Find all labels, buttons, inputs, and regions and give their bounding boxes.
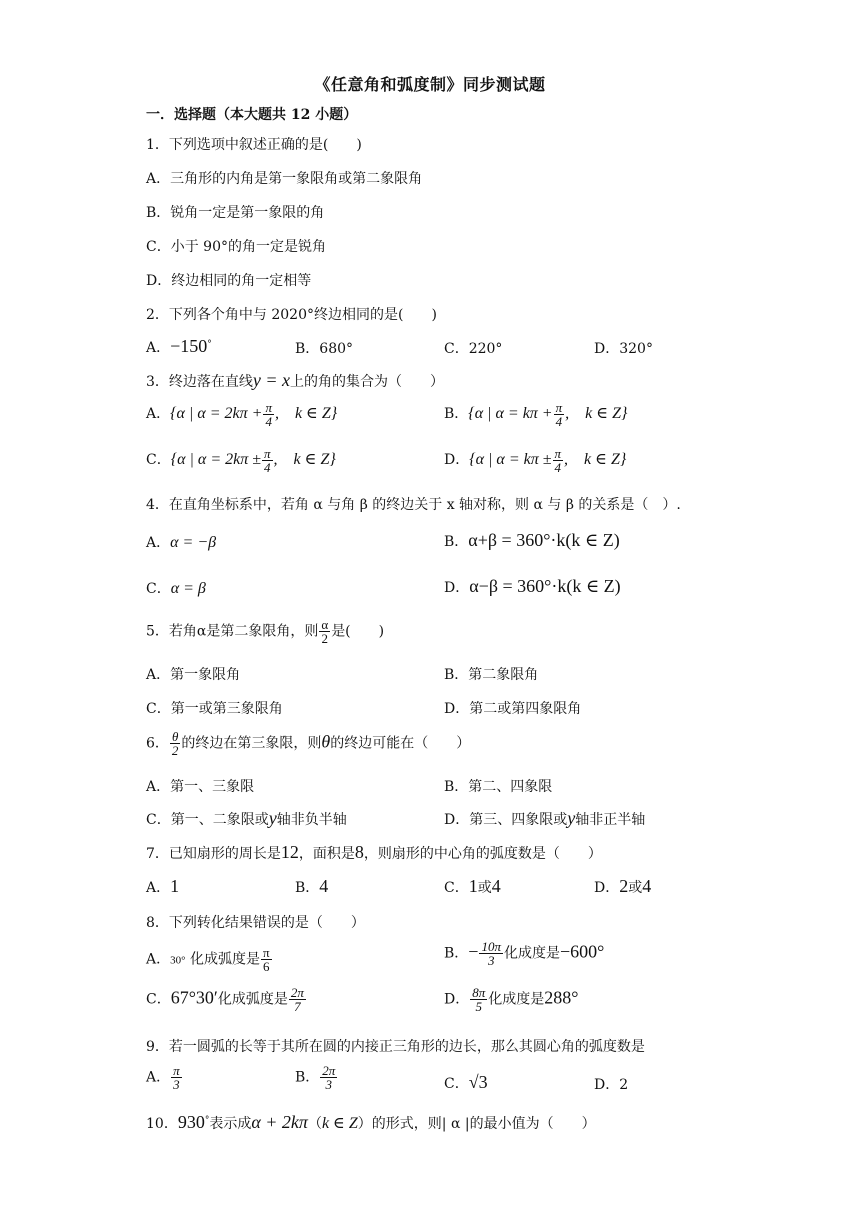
- math-value: 930: [177, 1112, 205, 1132]
- option-label: B．: [444, 406, 469, 422]
- question-3-stem: [146, 370, 444, 391]
- option-label: A．: [146, 1069, 171, 1086]
- option-label: A．: [146, 880, 171, 896]
- question-10-stem: [146, 1112, 596, 1133]
- stem-text: （: [307, 1116, 322, 1132]
- question-1-stem: 1．下列选项中叙述正确的是( ): [146, 137, 362, 153]
- denominator: 2: [319, 631, 330, 645]
- page-title: 《任意角和弧度制》同步测试题: [314, 75, 546, 94]
- option-label: C．: [444, 1076, 469, 1092]
- question-8-stem: 8．下列转化结果错误的是（ ）: [146, 915, 365, 931]
- fraction: [553, 447, 564, 474]
- math-left: {α | α = kπ ±: [469, 451, 552, 468]
- option-label: B．: [444, 534, 469, 550]
- math-left: {α | α = kπ +: [468, 405, 553, 422]
- numerator: π: [264, 445, 271, 461]
- fraction: [263, 401, 274, 428]
- stem-text: 3．终边落在直线: [146, 374, 253, 390]
- question-5-option-c[interactable]: C．第一或第三象限角: [146, 701, 283, 717]
- stem-text: 7．已知扇形的周长是: [146, 846, 281, 862]
- math-expression: α + 2kπ: [251, 1112, 308, 1132]
- math-expression: y = x: [252, 370, 291, 390]
- math-value: 12: [280, 842, 299, 862]
- denominator: 4: [554, 414, 565, 428]
- question-4-stem: 4．在直角坐标系中，若角 α 与角 β 的终边关于 x 轴对称，则 α 与 β 的关系是（ ）.: [146, 497, 681, 513]
- math-expression: α−β = 360°·k(k ∈ Z): [469, 576, 621, 596]
- option-text: 轴非正半轴: [575, 812, 646, 828]
- stem-text: 是( ): [331, 623, 385, 640]
- option-label: C．: [146, 991, 171, 1008]
- question-3-option-d[interactable]: [444, 446, 626, 474]
- option-label: C．: [444, 880, 469, 896]
- numerator: π: [555, 399, 563, 415]
- numerator: 10π: [481, 939, 501, 954]
- fraction: [289, 986, 306, 1013]
- numerator: 8π: [472, 985, 486, 1000]
- math-value: 288°: [544, 987, 579, 1008]
- stem-text: 5．若角α是第二象限角，则: [146, 623, 319, 640]
- numerator: 2π: [322, 1063, 336, 1078]
- option-text: 化成弧度是: [189, 951, 260, 968]
- question-6-option-b[interactable]: B．第二、四象限: [444, 779, 553, 795]
- question-4-option-d[interactable]: [444, 576, 621, 597]
- question-5-option-d[interactable]: D．第二或第四象限角: [444, 701, 582, 717]
- question-8-option-d[interactable]: [444, 986, 578, 1013]
- question-6-option-c[interactable]: [146, 808, 347, 829]
- option-label: C．: [146, 452, 171, 468]
- option-text: C．第一、二象限或: [146, 812, 269, 828]
- option-label: A．: [146, 406, 171, 422]
- denominator: 6: [261, 959, 272, 973]
- question-5-option-a[interactable]: A．第一象限角: [146, 667, 241, 683]
- math-value: −150: [170, 336, 208, 356]
- math-value: 8: [354, 842, 364, 862]
- question-8-option-c[interactable]: [146, 986, 307, 1013]
- stem-text: 6．: [146, 735, 169, 752]
- math-value: 1: [170, 876, 180, 896]
- math-symbol: y: [567, 808, 576, 828]
- denominator: 3: [479, 953, 503, 967]
- option-text: 化成弧度是: [217, 991, 288, 1008]
- denominator: 5: [470, 999, 487, 1013]
- question-4-option-a[interactable]: [146, 532, 216, 552]
- math-left: {α | α = 2kπ +: [170, 405, 263, 422]
- denominator: 4: [263, 414, 274, 428]
- numerator: π: [173, 1063, 180, 1078]
- question-7-option-b[interactable]: [295, 876, 328, 897]
- fraction: [319, 618, 330, 645]
- question-2-stem: 2．下列各个角中与 2020°终边相同的是( ): [146, 307, 437, 323]
- stem-text: ）的形式，则| α |的最小值为（ ）: [357, 1116, 596, 1132]
- option-text: 或: [477, 880, 492, 896]
- question-2-option-c[interactable]: C．220°: [444, 341, 503, 357]
- section-heading: 一．选择题（本大题共 12 小题）: [146, 107, 358, 123]
- option-label: B．: [444, 945, 469, 962]
- question-3-option-c[interactable]: [146, 446, 336, 474]
- fraction: [262, 447, 273, 474]
- fraction: [170, 730, 181, 757]
- degree-sign: °: [207, 339, 212, 350]
- question-9-stem: 9．若一圆弧的长等于其所在圆的内接正三角形的边长，那么其圆心角的弧度数是: [146, 1039, 645, 1055]
- question-1-option-b[interactable]: B．锐角一定是第一象限的角: [146, 205, 325, 221]
- math-symbol: θ: [321, 731, 331, 752]
- question-6-stem: [146, 730, 470, 757]
- question-2-option-b[interactable]: B．680°: [295, 341, 354, 357]
- option-text: 化成度是: [503, 945, 560, 962]
- question-9-option-d[interactable]: [594, 1074, 628, 1094]
- question-8-option-b[interactable]: [444, 940, 604, 967]
- stem-text: 10．: [146, 1116, 178, 1132]
- stem-text: 的终边在第三象限，则: [181, 735, 322, 752]
- question-1-option-a[interactable]: A．三角形的内角是第一象限角或第二象限角: [146, 171, 423, 187]
- question-9-option-b[interactable]: [295, 1064, 338, 1091]
- question-6-option-a[interactable]: A．第一、三象限: [146, 779, 255, 795]
- question-9-option-a[interactable]: [146, 1064, 183, 1091]
- denominator: 3: [320, 1077, 337, 1091]
- math-value: 4: [642, 876, 652, 896]
- degree-sign: °: [204, 1115, 210, 1126]
- question-7-option-a[interactable]: [146, 876, 179, 897]
- numerator: π: [265, 399, 272, 415]
- stem-text: 的终边可能在（ ）: [330, 735, 471, 752]
- math-value: −: [468, 941, 479, 962]
- fraction: [479, 940, 503, 967]
- math-right: , k ∈ Z}: [565, 405, 628, 422]
- option-text: 化成度是: [488, 991, 545, 1008]
- stem-text: ，面积是: [298, 846, 355, 862]
- denominator: 3: [171, 1077, 182, 1091]
- math-value: 67°30′: [170, 987, 218, 1008]
- question-4-option-b[interactable]: [444, 530, 620, 551]
- math-value: 4: [319, 876, 329, 896]
- question-6-option-d[interactable]: [444, 808, 645, 829]
- math-right: , k ∈ Z}: [274, 405, 338, 422]
- question-1-option-c[interactable]: C．小于 90°的角一定是锐角: [146, 239, 326, 255]
- numerator: π: [262, 945, 270, 960]
- math-right: , k ∈ Z}: [564, 451, 627, 468]
- numerator: π: [554, 445, 562, 461]
- option-text: 轴非负半轴: [276, 812, 347, 828]
- fraction: [261, 946, 272, 973]
- math-expression: k ∈ Z: [321, 1115, 358, 1132]
- option-text: D．第三、四象限或: [444, 812, 568, 828]
- option-label: D．: [444, 580, 470, 596]
- question-5-option-b[interactable]: B．第二象限角: [444, 667, 539, 683]
- option-label: B．: [295, 880, 320, 896]
- question-2-option-a[interactable]: [146, 336, 212, 357]
- math-expression: α = β: [170, 580, 206, 597]
- question-7-stem: [146, 842, 602, 863]
- math-value: 30°: [170, 954, 186, 967]
- option-value: 2: [619, 1077, 629, 1093]
- math-expression: α+β = 360°·k(k ∈ Z): [468, 530, 620, 550]
- question-4-option-c[interactable]: [146, 578, 206, 598]
- fraction: [554, 401, 565, 428]
- math-right: , k ∈ Z}: [273, 451, 336, 468]
- math-value: 1: [468, 876, 478, 896]
- denominator: 4: [553, 460, 564, 474]
- stem-text: 上的角的集合为（ ）: [290, 374, 445, 390]
- option-label: B．: [295, 1069, 320, 1086]
- math-value: −600°: [559, 941, 605, 962]
- question-9-option-c[interactable]: [444, 1072, 488, 1093]
- option-label: D．: [594, 880, 620, 896]
- question-7-option-c[interactable]: [444, 876, 501, 897]
- option-label: C．: [146, 581, 171, 597]
- denominator: 7: [289, 999, 306, 1013]
- option-label: A．: [146, 951, 171, 968]
- question-3-option-a[interactable]: [146, 400, 337, 428]
- math-expression: α = −β: [170, 534, 217, 551]
- stem-text: ，则扇形的中心角的弧度数是（ ）: [363, 846, 602, 862]
- question-2-option-d[interactable]: D．320°: [594, 341, 653, 357]
- numerator: 2π: [290, 985, 304, 1000]
- fraction: [171, 1064, 182, 1091]
- math-value: √3: [468, 1072, 488, 1092]
- option-label: D．: [444, 991, 470, 1008]
- denominator: 2: [171, 743, 179, 758]
- numerator: α: [321, 617, 329, 632]
- math-symbol: y: [268, 808, 277, 828]
- question-3-option-b[interactable]: [444, 400, 627, 428]
- question-8-option-a[interactable]: [146, 946, 273, 973]
- stem-text: 表示成: [209, 1116, 252, 1132]
- question-5-stem: [146, 618, 384, 645]
- option-label: A．: [146, 340, 171, 356]
- numerator: θ: [171, 729, 179, 744]
- option-label: A．: [146, 535, 171, 551]
- fraction: [320, 1064, 337, 1091]
- option-text: 或: [628, 880, 643, 896]
- fraction: [470, 986, 487, 1013]
- option-label: D．: [594, 1077, 620, 1093]
- math-left: {α | α = 2kπ ±: [170, 451, 262, 468]
- math-value: 2: [619, 876, 629, 896]
- option-label: D．: [444, 452, 470, 468]
- denominator: 4: [262, 460, 273, 474]
- question-1-option-d[interactable]: D．终边相同的角一定相等: [146, 273, 312, 289]
- question-7-option-d[interactable]: [594, 876, 651, 897]
- math-value: 4: [491, 876, 501, 896]
